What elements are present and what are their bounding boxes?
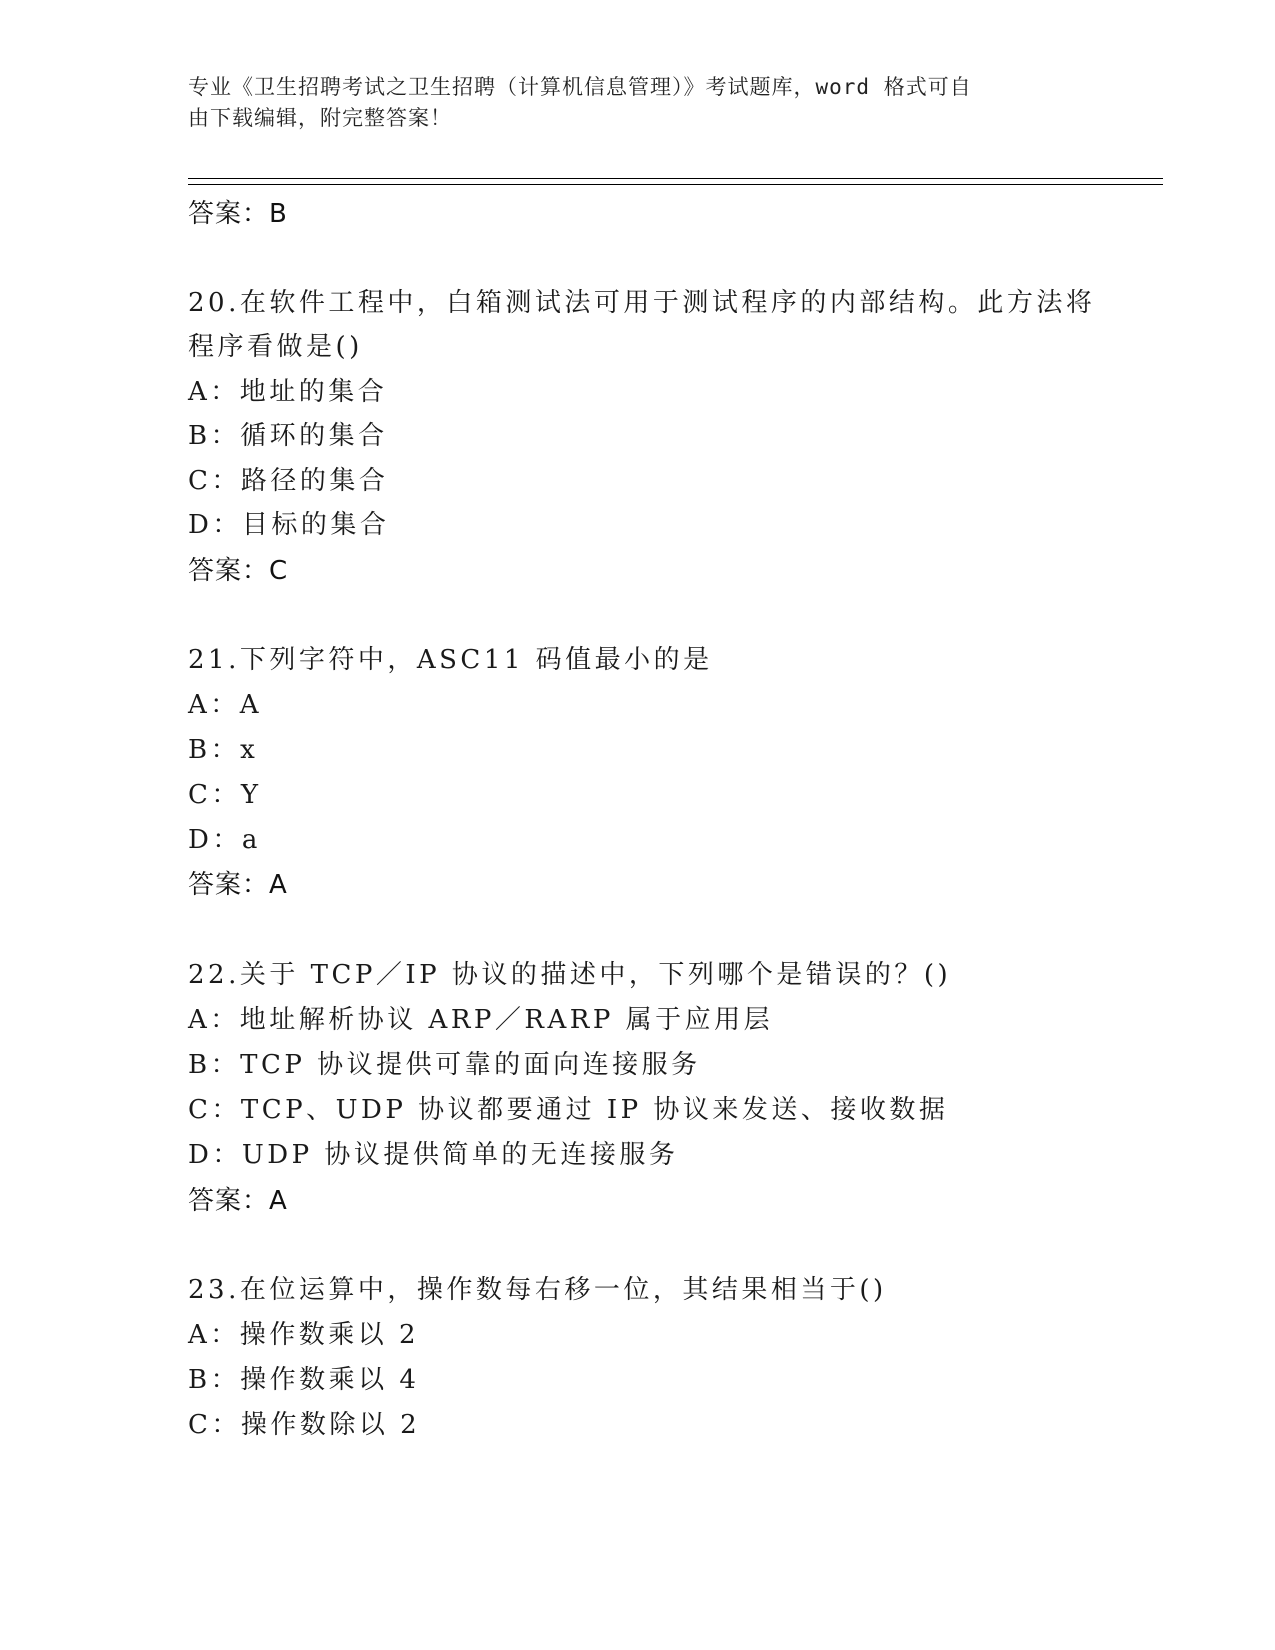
question-20-stem-line-1: 20.在软件工程中，白箱测试法可用于测试程序的内部结构。此方法将	[188, 288, 1096, 318]
question-20-option-a: A：地址的集合	[188, 377, 388, 407]
question-22-stem: 22.关于 TCP／IP 协议的描述中，下列哪个是错误的？()	[188, 960, 952, 990]
question-21-option-a: A：A	[188, 690, 263, 720]
question-20-option-b: B：循环的集合	[188, 421, 388, 451]
question-22-option-c: C：TCP、UDP 协议都要通过 IP 协议来发送、接收数据	[188, 1095, 949, 1125]
question-20-answer: 答案：C	[188, 556, 289, 586]
question-22-option-a: A：地址解析协议 ARP／RARP 属于应用层	[188, 1005, 774, 1035]
question-23-option-b: B：操作数乘以 4	[188, 1365, 420, 1395]
question-23-stem: 23.在位运算中，操作数每右移一位，其结果相当于()	[188, 1275, 887, 1305]
question-21-option-c: C：Y	[188, 780, 262, 810]
header-divider-bottom	[188, 184, 1163, 185]
question-23-option-a: A：操作数乘以 2	[188, 1320, 420, 1350]
question-20-option-d: D：目标的集合	[188, 510, 390, 540]
header-line-1: 专业《卫生招聘考试之卫生招聘（计算机信息管理）》考试题库，word 格式可自	[188, 75, 972, 99]
question-23-option-c: C：操作数除以 2	[188, 1410, 421, 1440]
header-divider-top	[188, 178, 1163, 179]
question-20-option-c: C：路径的集合	[188, 466, 389, 496]
question-22-answer: 答案：A	[188, 1186, 288, 1216]
document-header	[188, 72, 1078, 134]
question-22-option-b: B：TCP 协议提供可靠的面向连接服务	[188, 1050, 701, 1080]
question-20-stem-line-2: 程序看做是()	[188, 332, 363, 362]
previous-answer: 答案：B	[188, 199, 288, 229]
header-line-2: 由下载编辑，附完整答案！	[188, 106, 452, 130]
question-21-stem: 21.下列字符中，ASC11 码值最小的是	[188, 645, 713, 675]
question-21-answer: 答案：A	[188, 870, 288, 900]
question-21-option-b: B：x	[188, 735, 259, 765]
question-22-option-d: D：UDP 协议提供简单的无连接服务	[188, 1140, 679, 1170]
question-21-option-d: D：a	[188, 825, 261, 855]
